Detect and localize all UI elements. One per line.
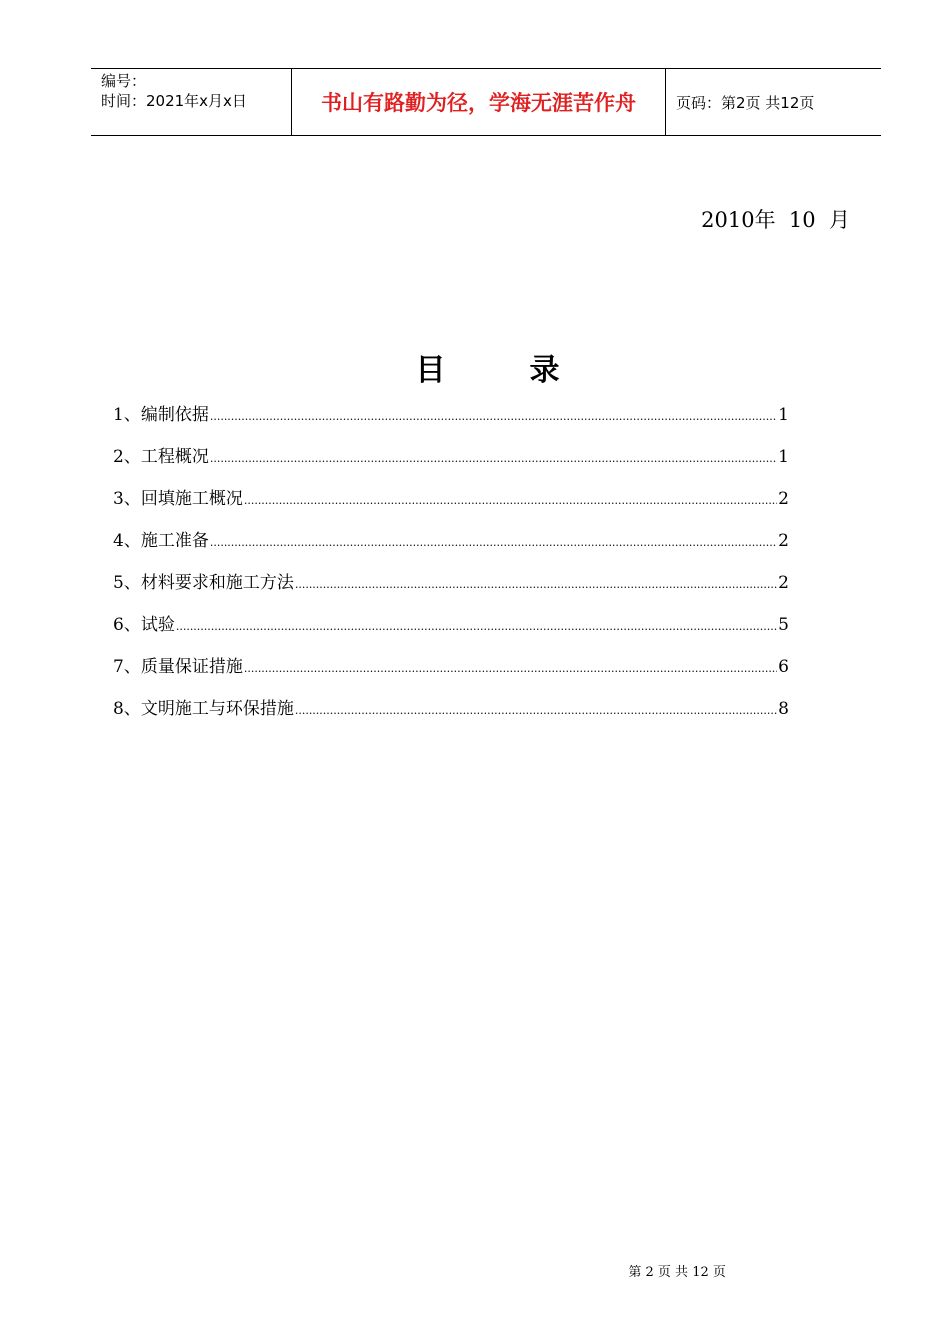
toc-entry-page: 2 [778, 489, 789, 509]
toc-title-right: 录 [529, 353, 560, 388]
toc-entry-label: 5、材料要求和施工方法 [113, 573, 294, 593]
toc-leader-dots [295, 704, 777, 717]
toc-leader-dots [210, 410, 777, 423]
toc-entry-label: 3、回填施工概况 [113, 489, 243, 509]
header-left-cell [91, 69, 292, 135]
toc-leader-dots [176, 620, 777, 633]
toc-leader-dots [295, 578, 777, 591]
header-slogan-cell [292, 69, 666, 135]
toc-entry-page: 2 [778, 531, 789, 551]
toc-entry-label: 7、质量保证措施 [113, 657, 243, 677]
toc-entry-page: 5 [778, 615, 789, 635]
toc-entry-label: 1、编制依据 [113, 405, 209, 425]
toc-title-left: 目 [415, 353, 446, 388]
toc-entry[interactable] [113, 652, 789, 694]
toc-entry-page: 8 [778, 699, 789, 719]
toc-entry-page: 2 [778, 573, 789, 593]
header-time-label: 时间：2021年x月x日 [101, 92, 247, 110]
page-footer [0, 1246, 950, 1280]
toc-leader-dots [244, 494, 777, 507]
toc-leader-dots [244, 662, 777, 675]
toc-entry-label: 2、工程概况 [113, 447, 209, 467]
page-header [91, 68, 881, 136]
toc-entry[interactable] [113, 484, 789, 526]
toc-entry[interactable] [113, 610, 789, 652]
toc-leader-dots [210, 536, 777, 549]
toc-entry-page: 6 [778, 657, 789, 677]
table-of-contents [113, 400, 789, 736]
toc-entry[interactable] [113, 400, 789, 442]
toc-entry[interactable] [113, 442, 789, 484]
toc-entry-page: 1 [778, 405, 789, 425]
header-page-cell [666, 69, 881, 135]
toc-entry[interactable] [113, 694, 789, 736]
toc-entry[interactable] [113, 568, 789, 610]
header-page-info: 页码：第2页 共12页 [676, 93, 815, 112]
toc-leader-dots [210, 452, 777, 465]
toc-entry-label: 4、施工准备 [113, 531, 209, 551]
document-date: 2010年 10 月 [701, 208, 850, 232]
header-number-label: 编号： [101, 72, 147, 90]
toc-title [0, 345, 950, 389]
toc-entry[interactable] [113, 526, 789, 568]
toc-entry-label: 6、试验 [113, 615, 175, 635]
header-slogan: 书山有路勤为径，学海无涯苦作舟 [321, 91, 636, 115]
toc-entry-label: 8、文明施工与环保措施 [113, 699, 294, 719]
toc-entry-page: 1 [778, 447, 789, 467]
footer-page-info: 第 2 页 共 12 页 [628, 1265, 726, 1280]
